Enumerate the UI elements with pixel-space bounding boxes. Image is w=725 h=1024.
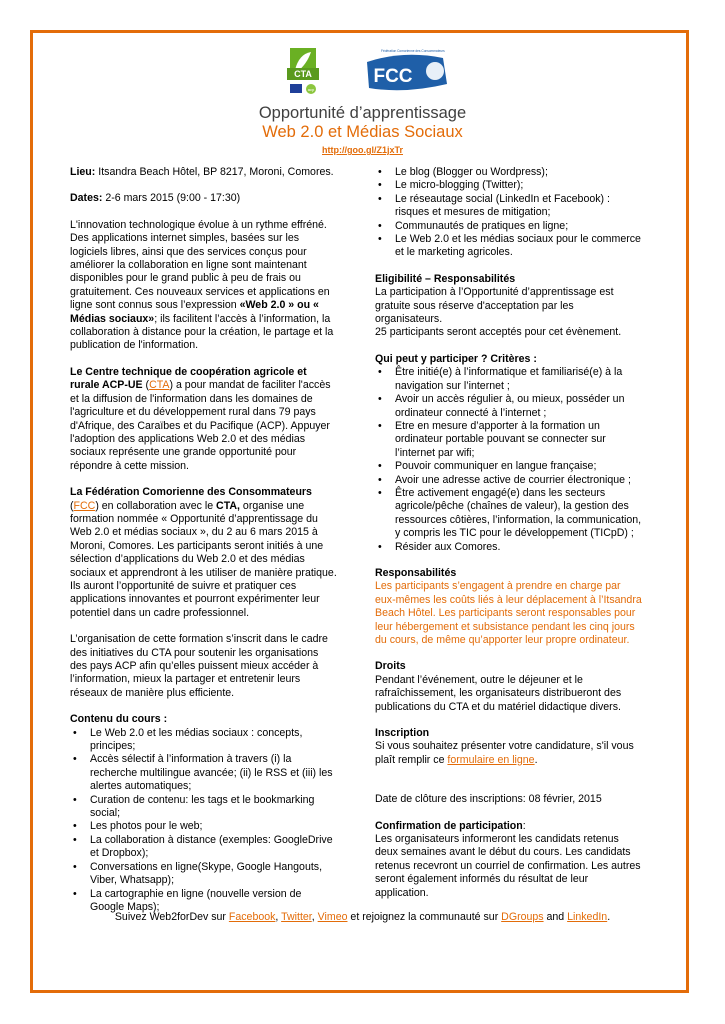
responsabilites-heading: Responsabilités bbox=[375, 566, 457, 579]
lieu-value: Itsandra Beach Hôtel, BP 8217, Moroni, Comores. bbox=[95, 166, 334, 178]
fcc-cta-bold: CTA, bbox=[216, 499, 240, 512]
footer bbox=[0, 911, 725, 923]
lieu-label: Lieu: bbox=[70, 166, 96, 178]
left-column bbox=[70, 166, 338, 914]
contenu-list-continued bbox=[375, 166, 643, 260]
lieu-line bbox=[70, 166, 338, 179]
confirmation-title: Confirmation de participation bbox=[375, 819, 523, 832]
droits-text: Pendant l’événement, outre le déjeuner et le rafraîchissement, les organisateurs distribueront des publications du CTA et du matériel didactique divers. bbox=[375, 673, 622, 713]
list-item: • Accès sélectif à l’information à travers (i) la recherche multilingue avancée; (ii) le RSS et (iii) les alertes automatiques; bbox=[70, 753, 338, 793]
list-item: • Le blog (Blogger ou Wordpress); bbox=[375, 166, 643, 179]
list-item: • Etre en mesure d’apporter à la formation un ordinateur portable pouvant se connecter sur l’internet par wifi; bbox=[375, 420, 643, 460]
fcc-paragraph bbox=[70, 486, 338, 620]
page-title: Opportunité d’apprentissage bbox=[258, 104, 467, 122]
dgroups-link[interactable]: DGroups bbox=[501, 911, 544, 923]
inscription-text-start: Si vous souhaitez présenter votre candidature, s'il vous plaît remplir ce bbox=[375, 740, 634, 766]
contenu-heading: Contenu du cours : bbox=[70, 713, 168, 726]
footer-text: Suivez Web2forDev sur bbox=[114, 911, 229, 923]
dates-value: 2-6 mars 2015 (9:00 - 17:30) bbox=[102, 192, 241, 205]
footer-sep: , bbox=[275, 911, 282, 923]
short-url-link[interactable]: http://goo.gl/Z1jxTr bbox=[322, 145, 403, 155]
formulaire-link[interactable]: formulaire en ligne bbox=[447, 753, 535, 766]
cta-link[interactable]: CTA bbox=[149, 379, 170, 392]
list-item: • Le Web 2.0 et les médias sociaux pour le commerce et le marketing agricoles. bbox=[375, 233, 643, 260]
globe-icon bbox=[426, 62, 444, 80]
fcc-open: ( bbox=[70, 499, 74, 512]
criteres-heading: Qui peut y participer ? Critères : bbox=[375, 352, 537, 365]
list-item: • Curation de contenu: les tags et le bookmarking social; bbox=[70, 794, 338, 821]
list-item: • Être initié(e) à l’informatique et familiarisé(e) à la navigation sur l’internet ; bbox=[375, 366, 643, 393]
list-item: • Le réseautage social (LinkedIn et Facebook) : risques et mesures de mitigation; bbox=[375, 193, 643, 220]
confirmation-heading bbox=[375, 820, 643, 833]
page-subtitle: Web 2.0 et Médias Sociaux bbox=[262, 123, 463, 141]
confirmation-text: Les organisateurs informeront les candidats retenus deux semaines avant le début du cours. Les candidats retenus recevront un courriel de confirmation. Les autres seront également informés du résultat de leur application. bbox=[375, 833, 641, 899]
fcc-text-end: organise une formation nommée « Opportunité d’apprentissage du Web 2.0 et médias sociaux », du 2 au 6 mars 2015 à Moroni, Comores. Les participants seront initiés à une sélection d’applications du Web 2.0 et des médias sociaux et apprendront à les utiliser de manière pratique. Ils auront l’opportunité de suivre et pratiquer ces applications innovantes et pourront expérimenter leur potentiel dans un cadre professionnel. bbox=[70, 499, 337, 619]
cloture-date: Date de clôture des inscriptions: 08 février, 2015 bbox=[375, 793, 602, 806]
dates-label: Dates: bbox=[70, 192, 103, 205]
cta-logo-text: CTA bbox=[294, 69, 312, 79]
acp-badge-text: acp bbox=[307, 87, 315, 92]
organisation-paragraph: L’organisation de cette formation s’inscrit dans le cadre des initiatives du CTA pour soutenir les organisations des pays ACP afin qu’elles puissent mieux accéder à l’information, mieux la partager et entretenir leurs réseaux de manière plus efficiente. bbox=[70, 633, 328, 699]
responsabilites-text: Les participants s’engagent à prendre en charge par eux-mêmes les coûts liés à leur déplacement à l’Itsandra Beach Hôtel. Les participants seront responsables pour leur hébergement et subsistance pendant les cinq jours du cours, de même qu’apporter leur propre ordinateur. bbox=[375, 580, 642, 646]
linkedin-link[interactable]: LinkedIn bbox=[567, 911, 608, 923]
list-item: • Être activement engagé(e) dans les secteurs agricole/pêche (chaînes de valeur), la gestion des ressources côtières, l’information, la communication, y compris les TIC pour le développement (TICpD) ; bbox=[375, 487, 643, 541]
footer-sep: , bbox=[311, 911, 318, 923]
list-item: • Communautés de pratiques en ligne; bbox=[375, 220, 643, 233]
list-item: • La collaboration à distance (exemples: GoogleDrive et Dropbox); bbox=[70, 834, 338, 861]
confirmation-colon: : bbox=[522, 819, 526, 832]
list-item: • Avoir un accès régulier à, ou mieux, posséder un ordinateur connecté à l’internet ; bbox=[375, 393, 643, 420]
fcc-text: ) en collaboration avec le bbox=[95, 499, 217, 512]
eligibilite-heading: Eligibilité – Responsabilités bbox=[375, 272, 516, 285]
footer-end: . bbox=[607, 911, 611, 923]
list-item: • Le Web 2.0 et les médias sociaux : concepts, principes; bbox=[70, 727, 338, 754]
list-item: • Pouvoir communiquer en langue française; bbox=[375, 460, 643, 473]
fcc-logo-text: FCC bbox=[373, 66, 413, 87]
footer-and: and bbox=[543, 911, 568, 923]
list-item: • Avoir une adresse active de courrier électronique ; bbox=[375, 474, 643, 487]
cta-text: ) a pour mandat de faciliter l'accès et la diffusion de l'information dans les domaines de l'agriculture et du développement rural dans 79 pays d'Afrique, des Caraïbes et du Pacifique (ACP). Appuyer l'adoption des applications Web 2.0 et des médias sociaux représente une grande opportunité pour répondre à cette mission. bbox=[70, 379, 331, 472]
inscription-heading: Inscription bbox=[375, 727, 430, 740]
contenu-list bbox=[70, 727, 338, 915]
intro-bold: «Web 2.0 » ou « Médias sociaux» bbox=[70, 299, 319, 325]
list-item: • Conversations en ligne(Skype, Google Hangouts, Viber, Whatsapp); bbox=[70, 861, 338, 888]
list-item: • La cartographie en ligne (nouvelle version de Google Maps); bbox=[70, 888, 338, 915]
intro-paragraph bbox=[70, 219, 338, 353]
eu-flag-icon bbox=[290, 84, 302, 93]
eligibilite-bold: 25 participants seront acceptés pour cet évènement. bbox=[375, 326, 622, 339]
cta-bold: Le Centre technique de coopération agricole et rurale ACP-UE bbox=[70, 365, 307, 392]
intro-text: L'innovation technologique évolue à un rythme effréné. Des applications internet simples, basées sur les logiciels libres, ainsi que des services conçus pour améliorer la collaboration en ligne sont maintenant disponibles pour le grand public à peu de frais ou gratuitement. Ces nouveaux services et applications en ligne sont connus sous l’expression bbox=[70, 218, 330, 312]
eligibilite-text: La participation à l’Opportunité d’apprentissage est gratuite sous réserve d'acceptation par les organisateurs. bbox=[375, 286, 614, 326]
dates-line bbox=[70, 192, 338, 205]
fcc-link[interactable]: FCC bbox=[73, 499, 96, 512]
inscription-text bbox=[375, 740, 643, 767]
cta-logo bbox=[287, 48, 319, 94]
droits-heading: Droits bbox=[375, 660, 406, 673]
list-item: • Les photos pour le web; bbox=[70, 820, 338, 833]
twitter-link[interactable]: Twitter bbox=[281, 911, 312, 923]
cta-paragraph bbox=[70, 366, 338, 473]
list-item: • Résider aux Comores. bbox=[375, 541, 643, 554]
list-item: • Le micro-blogging (Twitter); bbox=[375, 179, 643, 192]
right-column bbox=[375, 166, 643, 900]
fcc-logo bbox=[367, 49, 447, 90]
footer-text-mid: et rejoignez la communauté sur bbox=[347, 911, 502, 923]
partner-logos bbox=[285, 44, 455, 104]
facebook-link[interactable]: Facebook bbox=[228, 911, 276, 923]
fcc-subtext: Fédération Comorienne des Consommateurs bbox=[381, 49, 445, 53]
intro-text-end: ; ils facilitent l’accès à l’information, la collaboration à distance pour la création, le partage et la publication de l'information. bbox=[70, 312, 334, 352]
fcc-bold: La Fédération Comorienne des Consommateurs bbox=[70, 486, 312, 499]
criteres-list bbox=[375, 366, 643, 554]
cta-open: ( bbox=[142, 379, 150, 392]
vimeo-link[interactable]: Vimeo bbox=[317, 911, 348, 923]
inscription-text-end: . bbox=[534, 753, 538, 766]
